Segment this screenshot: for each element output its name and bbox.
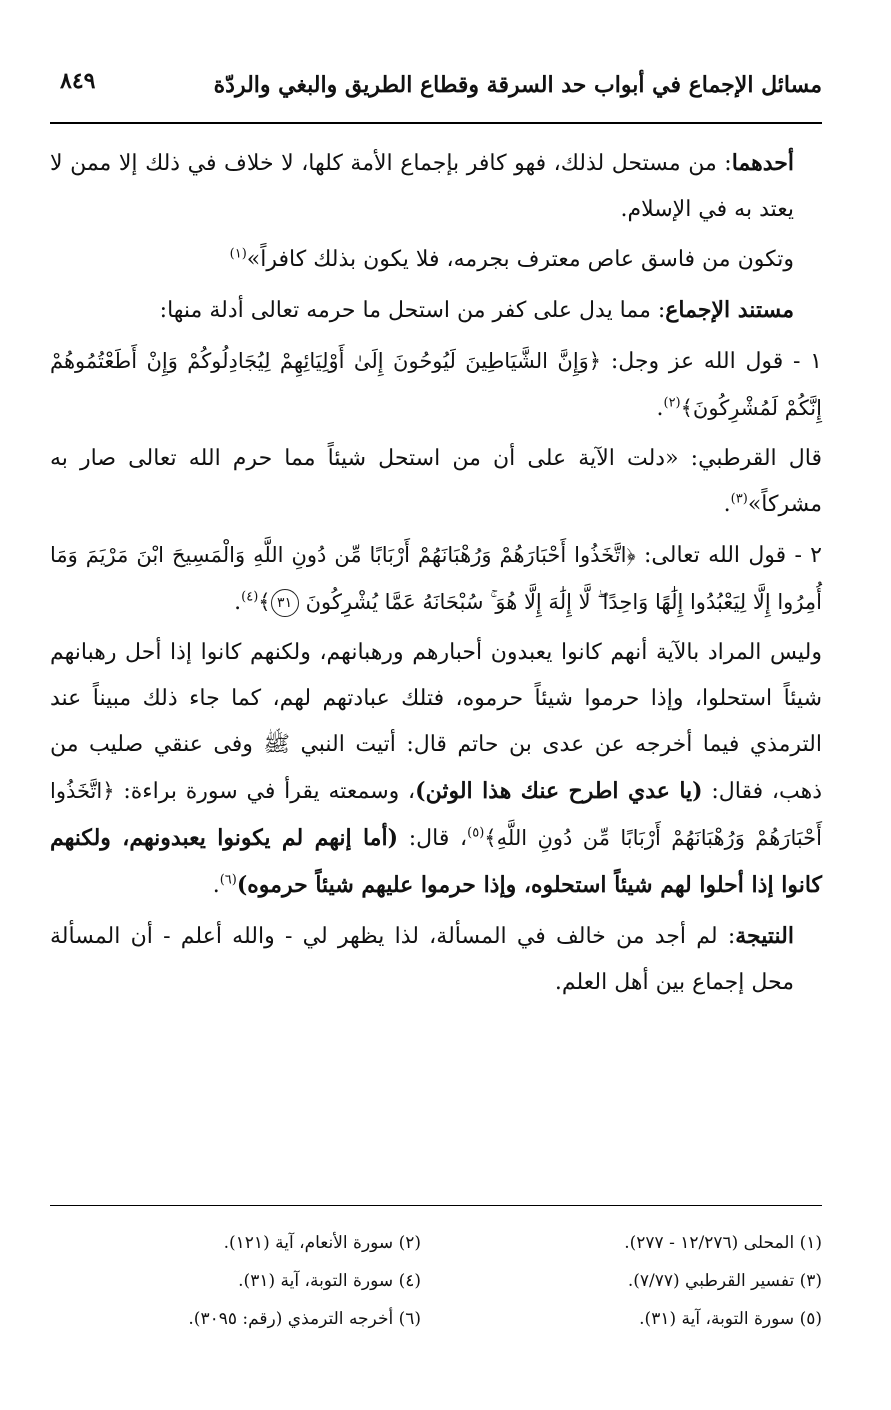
- label-first: أحدهما: [731, 150, 794, 176]
- page-number: ٨٤٩: [60, 68, 96, 94]
- label-result: النتيجة: [735, 923, 794, 949]
- quran-verse-1: ﴿وَإِنَّ الشَّيَاطِينَ لَيُوحُونَ إِلَىٰ أَوْلِيَائِهِمْ لِيُجَادِلُوكُمْ وَإِنْ أَطَعْتُمُوهُمْ إِنَّكُمْ لَمُشْرِكُونَ﴾: [50, 349, 822, 420]
- main-text: [50, 140, 822, 1010]
- hadith-quote-2: (أما إنهم لم يكونوا يعبدونهم، ولكنهم كانوا إذا أحلوا لهم شيئاً استحلوه، وإذا حرموا عليهم شيئاً حرموه): [50, 825, 822, 898]
- footnote-ref-4: (٤): [241, 589, 259, 605]
- paragraph-evidence: [50, 287, 822, 334]
- footnote-3: (٣) تفسير القرطبي (٧/٧٧).: [627, 1271, 822, 1291]
- hadith-quote-1: (يا عدي اطرح عنك هذا الوثن): [415, 778, 703, 804]
- quran-verse-2: ﴿اتَّخَذُوا أَحْبَارَهُمْ وَرُهْبَانَهُمْ أَرْبَابًا مِّن دُونِ اللَّهِ وَالْمَسِيحَ ابْنَ مَرْيَمَ وَمَا أُمِرُوا إِلَّا لِيَعْبُدُوا إِلَٰهًا وَاحِدًا ۖ لَّا إِلَٰهَ إِلَّا هُوَ ۚ سُبْحَانَهُ عَمَّا يُشْرِكُونَ: [50, 543, 822, 614]
- quran-verse-3: ﴿اتَّخَذُوا أَحْبَارَهُمْ وَرُهْبَانَهُمْ أَرْبَابًا مِّن دُونِ اللَّهِ﴾: [50, 779, 823, 850]
- item1-prefix: ١ - قول الله عز وجل:: [601, 349, 822, 374]
- ayah-number-mark: ٣١: [271, 589, 299, 617]
- footnote-1: (١) المحلى (١٢/٢٧٦ - ٢٧٧).: [624, 1233, 822, 1253]
- footnote-ref-1: (١): [229, 246, 247, 262]
- footnote-2: (٢) سورة الأنعام، آية (١٢١).: [223, 1233, 421, 1253]
- explanation-paragraph: وليس المراد بالآية أنهم كانوا يعبدون أحبارهم ورهبانهم، ولكنهم كانوا إذا أحل رهبانهم شيئاً استحلوا، وإذا حرموا شيئاً حرموه، فتلك عبادتهم لهم، كما جاء ذلك مبيناً عند الترمذي فيما أخرجه عن عدى بن حاتم قال: أتيت النبي ﷺ وفى عنقي صليب من ذهب، فقال: (يا عدي اطرح عنك هذا الوثن)، وسمعته يقرأ في سورة براءة: ﴿اتَّخَذُوا أَحْبَارَهُمْ وَرُهْبَانَهُمْ أَرْبَابًا مِّن دُونِ اللَّهِ﴾$^{(٥)}$، قال: (أما إنهم لم يكونوا يعبدونهم، ولكنهم كانوا إذا أحلوا لهم شيئاً استحلوه، وإذا حرموا عليهم شيئاً حرموه)$^{(٦)}$.: [50, 640, 823, 898]
- text-first: : من مستحل لذلك، فهو كافر بإجماع الأمة كلها، لا خلاف في ذلك إلا ممن لا يعتد به في الإسلام.: [50, 151, 794, 222]
- footnote-5: (٥) سورة التوبة، آية (٣١).: [639, 1309, 822, 1329]
- item2-prefix: ٢ - قول الله تعالى:: [635, 543, 822, 568]
- footnote-ref-5: (٥): [467, 825, 485, 841]
- explain-part-1: وليس المراد بالآية أنهم كانوا يعبدون أحبارهم ورهبانهم، ولكنهم كانوا إذا أحل رهبانهم شيئاً استحلوا، وإذا حرموا شيئاً حرموه، فتلك عبادتهم لهم، كما جاء ذلك مبيناً عند الترمذي فيما أخرجه عن عدى بن حاتم قال: أتيت النبي ﷺ وفى عنقي صليب من ذهب، فقال:: [50, 640, 822, 804]
- text-evidence: : مما يدل على كفر من استحل ما حرمه تعالى أدلة منها:: [159, 298, 666, 323]
- evidence-item-1: ١ - قول الله عز وجل: ﴿وَإِنَّ الشَّيَاطِينَ لَيُوحُونَ إِلَىٰ أَوْلِيَائِهِمْ لِيُجَادِلُوكُمْ وَإِنْ أَطَعْتُمُوهُمْ إِنَّكُمْ لَمُشْرِكُونَ﴾$^{(٢)}$.: [50, 349, 822, 421]
- footnote-ref-3: (٣): [730, 491, 748, 507]
- explain-part-2: ، وسمعته يقرأ في سورة براءة:: [114, 779, 416, 804]
- footnotes-grid: [50, 1206, 822, 1338]
- result-paragraph: [50, 913, 822, 1006]
- footnote-4: (٤) سورة التوبة، آية (٣١).: [238, 1271, 421, 1291]
- text-result: : لم أجد من خالف في المسألة، لذا يظهر لي - والله أعلم - أن المسألة محل إجماع بين أهل العلم.: [50, 924, 794, 995]
- page-header: [50, 58, 822, 124]
- paragraph-second-opinion: [50, 237, 822, 283]
- text-second: وتكون من فاسق عاص معترف بجرمه، فلا يكون بذلك كافراً»: [246, 247, 794, 272]
- running-title: مسائل الإجماع في أبواب حد السرقة وقطاع الطريق والبغي والردّة: [213, 72, 822, 98]
- label-evidence: مستند الإجماع: [665, 297, 794, 323]
- explain-part-3: ، قال:: [398, 826, 468, 851]
- paragraph-first-opinion: [50, 140, 822, 233]
- footnote-ref-2: (٢): [663, 395, 681, 411]
- qurtubi-quote: قال القرطبي: «دلت الآية على أن من استحل شيئاً مما حرم الله تعالى صار به مشركاً»$^{(٣)}$.: [50, 446, 822, 517]
- evidence-item-2: ٢ - قول الله تعالى: ﴿اتَّخَذُوا أَحْبَارَهُمْ وَرُهْبَانَهُمْ أَرْبَابًا مِّن دُونِ اللَّهِ وَالْمَسِيحَ ابْنَ مَرْيَمَ وَمَا أُمِرُوا إِلَّا لِيَعْبُدُوا إِلَٰهًا وَاحِدًا ۖ لَّا إِلَٰهَ إِلَّا هُوَ ۚ سُبْحَانَهُ عَمَّا يُشْرِكُونَ ٣١﴾$^{(٤)}$.: [50, 543, 822, 615]
- footnote-ref-6: (٦): [219, 872, 237, 888]
- footnotes-section: [50, 1205, 822, 1338]
- footnote-6: (٦) أخرجه الترمذي (رقم: ٣٠٩٥).: [188, 1309, 421, 1329]
- quran-close-bracket: ﴾: [258, 590, 271, 614]
- qurtubi-text: قال القرطبي: «دلت الآية على أن من استحل شيئاً مما حرم الله تعالى صار به مشركاً»: [50, 446, 822, 517]
